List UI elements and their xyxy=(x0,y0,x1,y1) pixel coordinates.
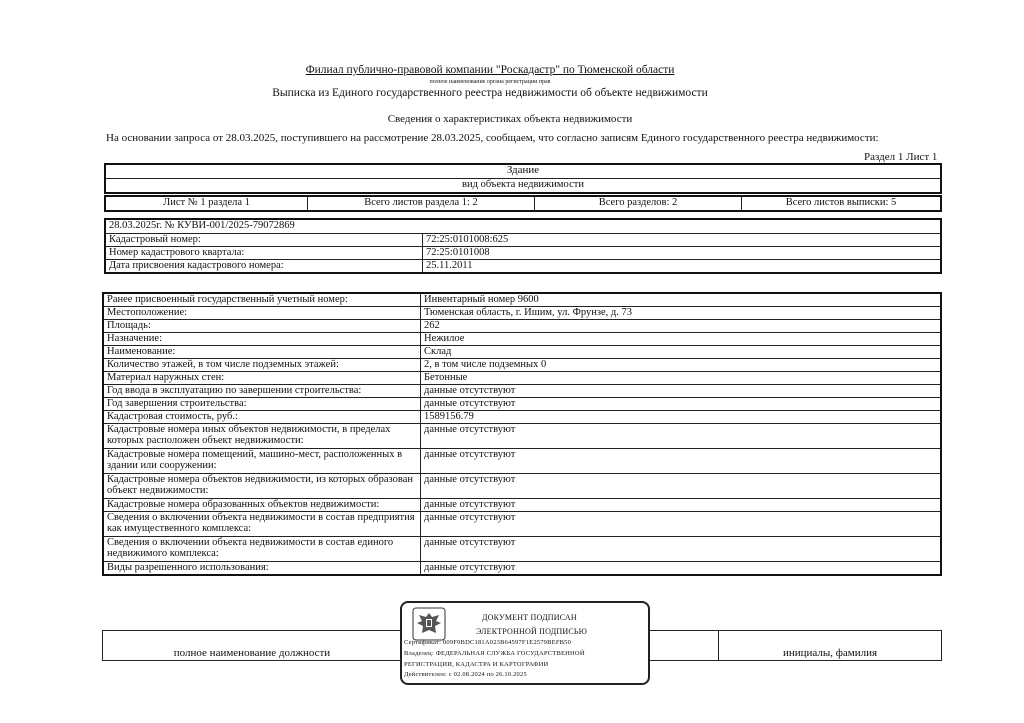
detail-value: Нежилое xyxy=(421,333,942,346)
quarter-label: Номер кадастрового квартала: xyxy=(105,247,423,260)
assignment-date-label: Дата присвоения кадастрового номера: xyxy=(105,260,423,274)
stamp-owner-line1: Владелец: ФЕДЕРАЛЬНАЯ СЛУЖБА ГОСУДАРСТВЕННОЙ xyxy=(404,650,585,657)
object-type: Здание xyxy=(105,164,941,179)
stamp-certificate: Сертификат: 009F0BDC181A023B64597F1E2579BEFB50 xyxy=(404,639,572,646)
detail-label: Сведения о включении объекта недвижимости в состав предприятия как имущественного комплекса: xyxy=(103,512,421,537)
eagle-emblem-icon xyxy=(412,607,446,641)
document-title: Выписка из Единого государственного реестра недвижимости об объекте недвижимости xyxy=(272,87,708,99)
detail-label: Местоположение: xyxy=(103,307,421,320)
stamp-title: ДОКУМЕНТ ПОДПИСАН xyxy=(482,613,577,622)
detail-label: Виды разрешенного использования: xyxy=(103,562,421,576)
detail-label: Кадастровые номера объектов недвижимости, из которых образован объект недвижимости: xyxy=(103,474,421,499)
stamp-validity: Действителен: с 02.08.2024 по 26.10.2025 xyxy=(404,671,527,678)
detail-label: Материал наружных стен: xyxy=(103,372,421,385)
e-signature-stamp xyxy=(400,601,650,685)
signature-right-border xyxy=(941,630,942,660)
detail-label: Кадастровые номера образованных объектов недвижимости: xyxy=(103,499,421,512)
section-title: Сведения о характеристиках объекта недвижимости xyxy=(387,113,633,125)
organization-caption: полное наименование органа регистрации прав xyxy=(429,79,551,85)
position-caption: полное наименование должности xyxy=(173,647,331,659)
detail-value: Тюменская область, г. Ишим, ул. Фрунзе, д. 73 xyxy=(421,307,942,320)
detail-value: данные отсутствуют xyxy=(421,512,942,537)
signature-divider xyxy=(718,630,719,660)
details-table xyxy=(102,292,942,576)
cadastral-number-value: 72:25:0101008:625 xyxy=(423,234,942,247)
detail-label: Год завершения строительства: xyxy=(103,398,421,411)
detail-value: 262 xyxy=(421,320,942,333)
detail-value: 1589156.79 xyxy=(421,411,942,424)
sheet-number: Лист № 1 раздела 1 xyxy=(105,196,308,211)
detail-label: Кадастровая стоимость, руб.: xyxy=(103,411,421,424)
stamp-subtitle: ЭЛЕКТРОННОЙ ПОДПИСЬЮ xyxy=(476,627,588,636)
sheets-in-section: Всего листов раздела 1: 2 xyxy=(308,196,535,211)
detail-value: данные отсутствуют xyxy=(421,385,942,398)
detail-value: данные отсутствуют xyxy=(421,474,942,499)
detail-value: данные отсутствуют xyxy=(421,537,942,562)
assignment-date-value: 25.11.2011 xyxy=(423,260,942,274)
detail-label: Наименование: xyxy=(103,346,421,359)
sheets-total: Всего листов выписки: 5 xyxy=(742,196,942,211)
request-text: На основании запроса от 28.03.2025, поступившего на рассмотрение 28.03.2025, сообщаем, что согласно записям Единого государственного реестра недвижимости: xyxy=(106,132,879,144)
detail-value: 2, в том числе подземных 0 xyxy=(421,359,942,372)
detail-label: Назначение: xyxy=(103,333,421,346)
detail-value: данные отсутствуют xyxy=(421,562,942,576)
detail-label: Количество этажей, в том числе подземных этажей: xyxy=(103,359,421,372)
name-caption: инициалы, фамилия xyxy=(782,647,878,659)
detail-value: Инвентарный номер 9600 xyxy=(421,293,942,307)
sections-total: Всего разделов: 2 xyxy=(535,196,742,211)
detail-value: Склад xyxy=(421,346,942,359)
detail-label: Ранее присвоенный государственный учетный номер: xyxy=(103,293,421,307)
detail-value: данные отсутствуют xyxy=(421,398,942,411)
cadastral-number-label: Кадастровый номер: xyxy=(105,234,423,247)
detail-label: Кадастровые номера иных объектов недвижимости, в пределах которых расположен объект недвижимости: xyxy=(103,424,421,449)
detail-value: Бетонные xyxy=(421,372,942,385)
sheets-table xyxy=(104,195,942,212)
detail-label: Площадь: xyxy=(103,320,421,333)
organization-name: Филиал публично-правовой компании "Роскадастр" по Тюменской области xyxy=(305,64,675,76)
extract-number: 28.03.2025г. № КУВИ-001/2025-79072869 xyxy=(105,219,941,234)
detail-value: данные отсутствуют xyxy=(421,499,942,512)
section-sheet: Раздел 1 Лист 1 xyxy=(864,151,938,163)
stamp-owner-line2: РЕГИСТРАЦИИ, КАДАСТРА И КАРТОГРАФИИ xyxy=(404,661,549,668)
detail-value: данные отсутствуют xyxy=(421,449,942,474)
detail-value: данные отсутствуют xyxy=(421,424,942,449)
quarter-value: 72:25:0101008 xyxy=(423,247,942,260)
id-table xyxy=(104,218,942,274)
detail-label: Кадастровые номера помещений, машино-мест, расположенных в здании или сооружении: xyxy=(103,449,421,474)
detail-label: Сведения о включении объекта недвижимости в состав единого недвижимого комплекса: xyxy=(103,537,421,562)
detail-label: Год ввода в эксплуатацию по завершении строительства: xyxy=(103,385,421,398)
object-type-table xyxy=(104,163,942,194)
object-type-caption: вид объекта недвижимости xyxy=(105,179,941,194)
